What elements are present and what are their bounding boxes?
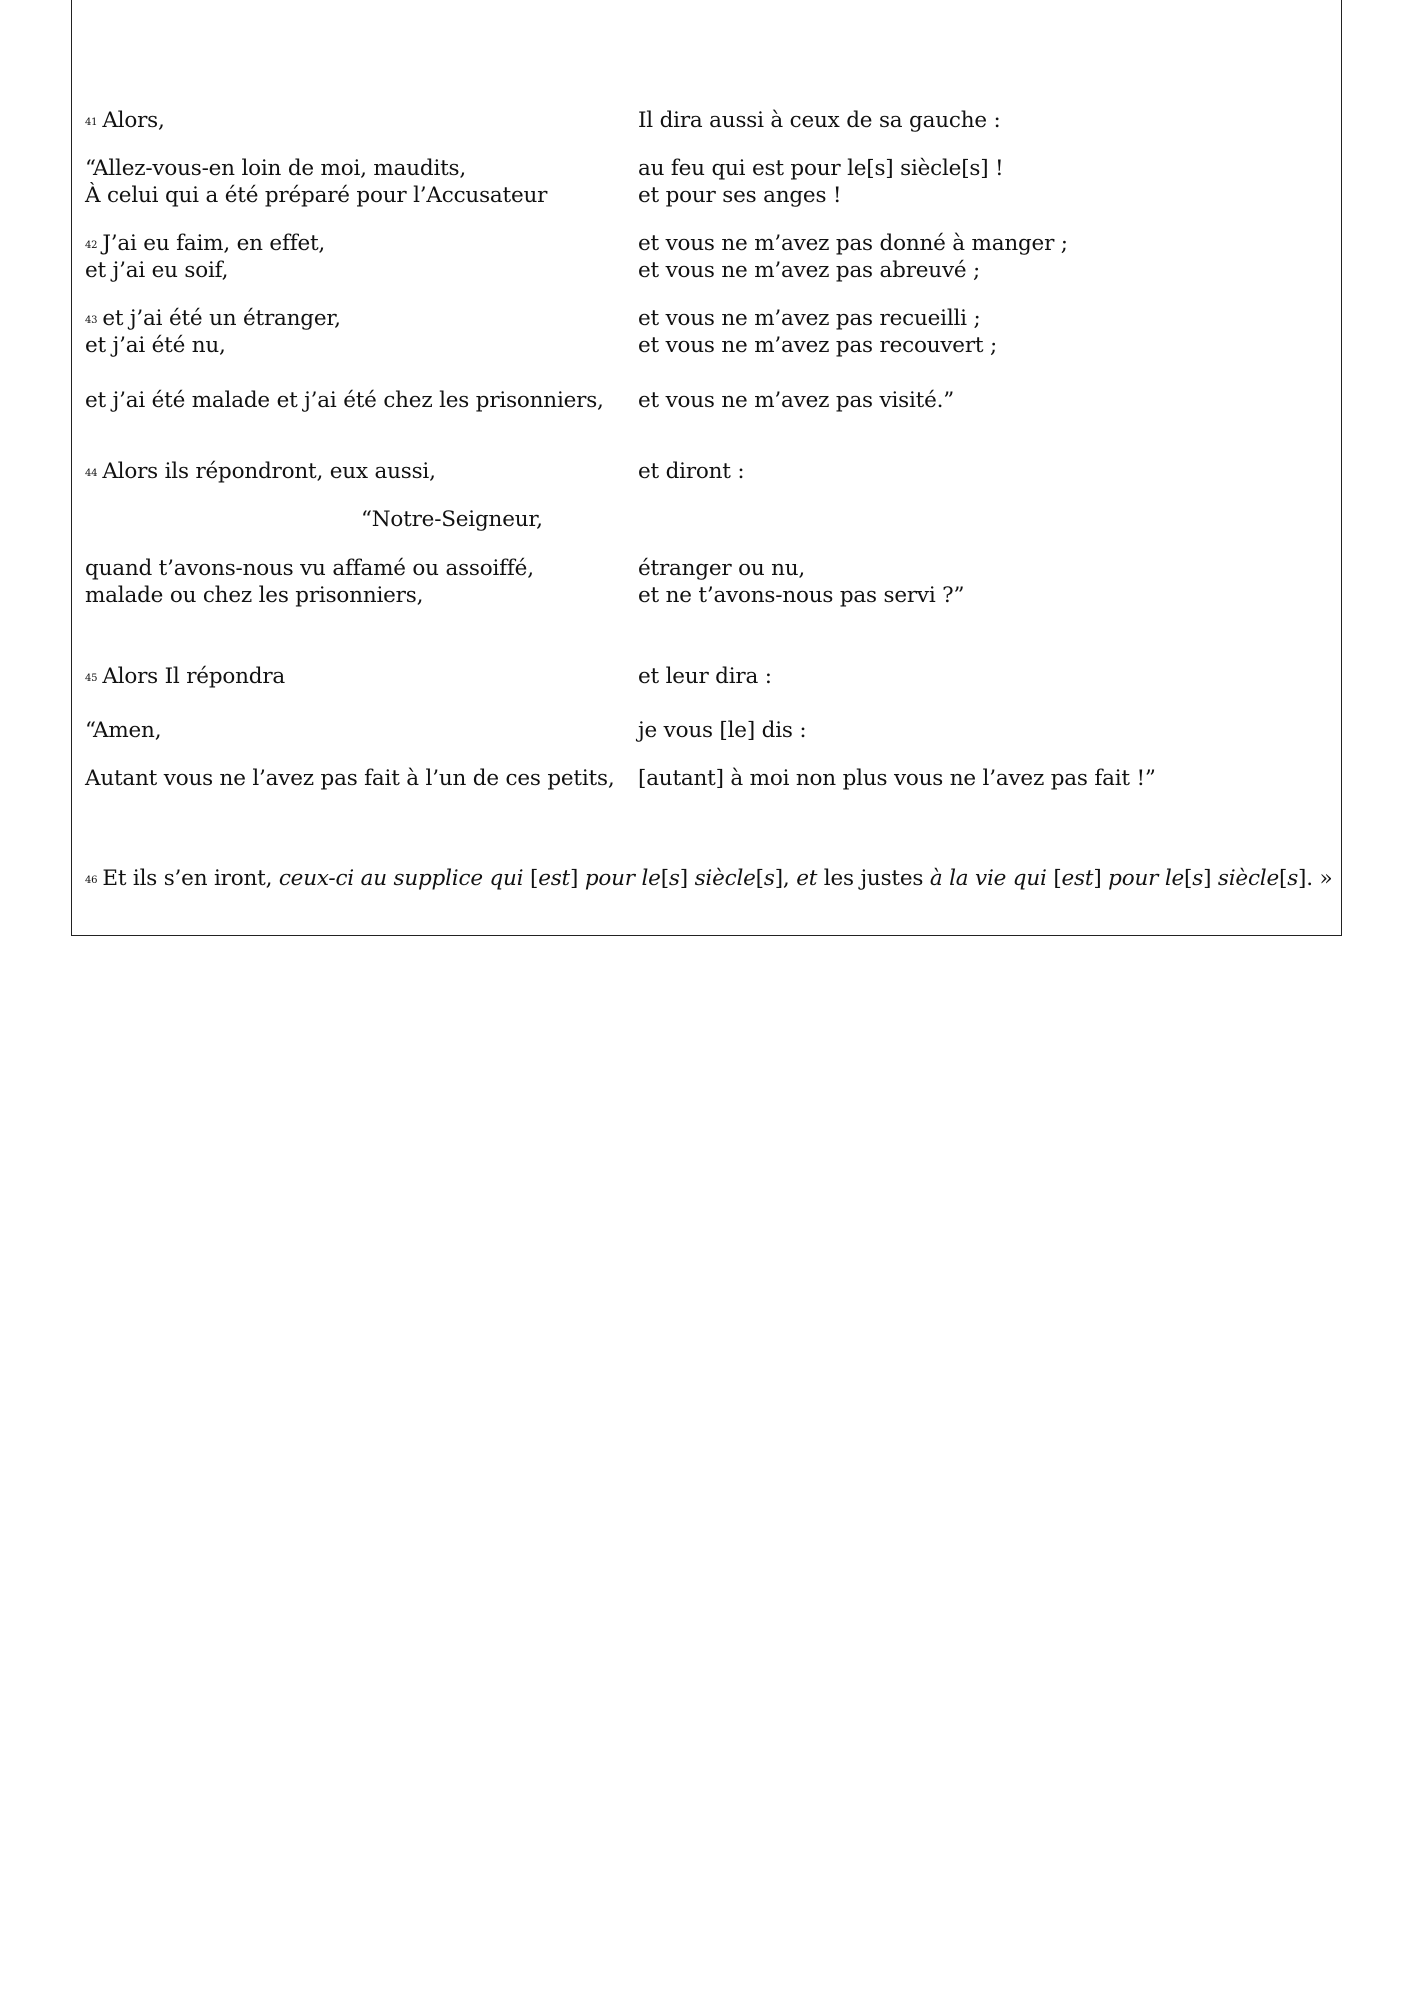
verse-line: 44 Alors ils répondront, eux aussi, (85, 459, 436, 484)
verse-line: et j’ai été nu, (85, 333, 226, 358)
final-text-segment: Et ils s’en iront, (102, 866, 279, 891)
final-text-segment: s (763, 866, 775, 891)
verse-line: malade ou chez les prisonniers, (85, 583, 424, 608)
verse-line: Il dira aussi à ceux de sa gauche : (638, 108, 1001, 133)
final-text-segment: [ (530, 866, 539, 891)
verse-line: À celui qui a été préparé pour l’Accusateur (85, 183, 548, 208)
verse-line: et j’ai été malade et j’ai été chez les prisonniers, (85, 388, 604, 413)
verse-line: Autant vous ne l’avez pas fait à l’un de ces petits, (85, 766, 615, 791)
verse-line: quand t’avons-nous vu affamé ou assoiffé, (85, 556, 534, 581)
verse-number: 45 (85, 673, 98, 684)
final-text-segment: ] (1093, 866, 1109, 891)
verse-line-final (85, 866, 1332, 894)
verse-line-centered: “Notre-Seigneur, (361, 507, 543, 532)
final-text-segment: [ (755, 866, 764, 891)
final-text-segment: et (796, 866, 818, 891)
verse-line: et vous ne m’avez pas recouvert ; (638, 333, 998, 358)
verse-line: [autant] à moi non plus vous ne l’avez pas fait !” (638, 766, 1156, 791)
final-text-segment: ]. » (1298, 866, 1333, 891)
verse-line: je vous [le] dis : (638, 718, 807, 743)
verse-line: au feu qui est pour le[s] siècle[s] ! (638, 156, 1004, 181)
final-text-segment: s (1192, 866, 1204, 891)
verse-line: et leur dira : (638, 664, 772, 689)
verse-number: 43 (85, 315, 98, 326)
final-text-segment: ceux-ci au supplice qui (278, 866, 530, 891)
final-text-segment: ] (570, 866, 585, 891)
verse-line: 42 J’ai eu faim, en effet, (85, 231, 326, 256)
verse-line: “Amen, (85, 718, 162, 743)
final-text-segment: ] (679, 866, 695, 891)
verse-line: et vous ne m’avez pas donné à manger ; (638, 231, 1068, 256)
final-text-segment: s (668, 866, 680, 891)
verse-line: “Allez-vous-en loin de moi, maudits, (85, 156, 467, 181)
verse-number: 46 (85, 875, 98, 886)
verse-line: et diront : (638, 459, 745, 484)
verse-line: 43 et j’ai été un étranger, (85, 306, 341, 331)
verse-number: 41 (85, 117, 98, 128)
verse-line: 45 Alors Il répondra (85, 664, 286, 689)
final-text-segment: pour le (1108, 866, 1185, 891)
verse-number: 44 (85, 468, 98, 479)
verse-number: 42 (85, 240, 98, 251)
final-text-segment: est (1061, 866, 1094, 891)
final-text-segment: [ (660, 866, 669, 891)
final-text-segment: siècle (1217, 866, 1279, 891)
verse-line: et pour ses anges ! (638, 183, 842, 208)
verse-line: et vous ne m’avez pas visité.” (638, 388, 955, 413)
final-text-segment: est (538, 866, 571, 891)
verse-line: et vous ne m’avez pas recueilli ; (638, 306, 981, 331)
verse-line: 41 Alors, (85, 108, 165, 133)
final-text-segment: à la vie qui (929, 866, 1054, 891)
verse-line: étranger ou nu, (638, 556, 806, 581)
final-text-segment: siècle (694, 866, 756, 891)
verse-line: et ne t’avons-nous pas servi ?” (638, 583, 965, 608)
final-text-segment: [ (1053, 866, 1062, 891)
final-text-segment: les justes (817, 866, 930, 891)
final-text-segment: [ (1184, 866, 1193, 891)
final-text-segment: s (1287, 866, 1299, 891)
final-text-segment: ] (1203, 866, 1218, 891)
verse-line: et vous ne m’avez pas abreuvé ; (638, 258, 981, 283)
final-text-segment: [ (1279, 866, 1288, 891)
verse-line: et j’ai eu soif, (85, 258, 229, 283)
final-text-segment: ], (774, 866, 797, 891)
final-text-segment: pour le (584, 866, 661, 891)
